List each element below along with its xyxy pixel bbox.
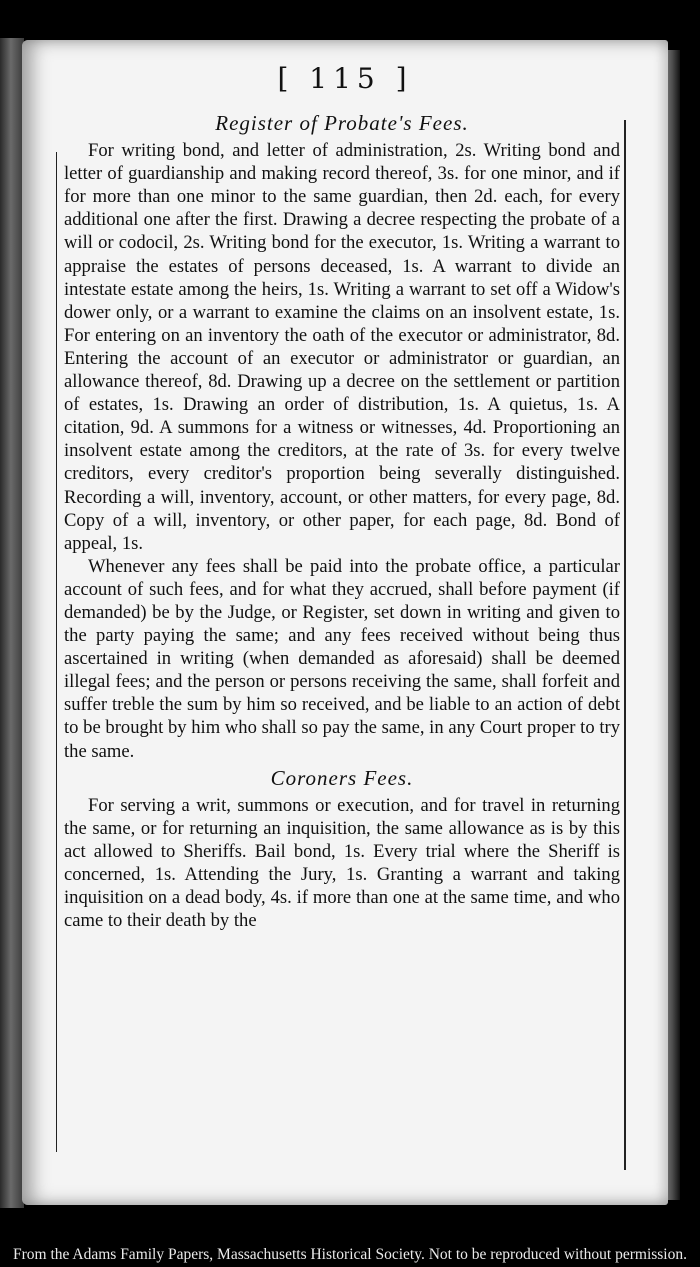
margin-rule-left bbox=[56, 152, 57, 1152]
book-spine-edge bbox=[0, 38, 24, 1208]
book-page bbox=[22, 40, 668, 1205]
probate-fees-paragraph: For writing bond, and letter of administration, 2s. Writing bond and letter of guardianship and making record thereof, 3s. for one minor, and if for more than one minor to the same guardian, then 2d. each, for every additional one after the first. Drawing a decree respecting the probate of a will or codocil, 2s. Writing bond for the executor, 1s. Writing a warrant to appraise the estates of persons deceased, 1s. A warrant to divide an intestate estate among the heirs, 1s. Writing a warrant to set off a Widow's dower only, or a warrant to examine the claims on an insolvent estate, 1s. For entering on an inventory the oath of the executor or administrator, 8d. Entering the account of an executor or administrator or guardian, an allowance thereof, 8d. Drawing up a decree on the settlement or partition of estates, 1s. Drawing an order of distribution, 1s. A quietus, 1s. A citation, 9d. A summons for a witness or witnesses, 4d. Proportioning an insolvent estate among the creditors, at the rate of 3s. for every twelve creditors, every creditor's proportion being severally distinguished. Recording a will, inventory, account, or other matters, for every page, 8d. Copy of a will, inventory, or other paper, for each page, 8d. Bond of appeal, 1s. bbox=[64, 140, 620, 554]
section-heading-probate: Register of Probate's Fees. bbox=[215, 111, 469, 135]
copyright-footer: From the Adams Family Papers, Massachusetts Historical Society. Not to be reproduced without permission. bbox=[12, 1246, 687, 1263]
page-number: [ 115 ] bbox=[277, 62, 413, 95]
page-text-block bbox=[64, 110, 620, 1180]
margin-rule-right bbox=[624, 120, 626, 1170]
probate-office-paragraph: Whenever any fees shall be paid into the probate office, a particular account of such fees, and for what they accrued, shall before payment (if demanded) be by the Judge, or Register, set down in writing and given to the party paying the same; and any fees received without being thus ascertained in writing (when demanded as aforesaid) shall be deemed illegal fees; and the person or persons receiving the same, shall forfeit and suffer treble the sum by him so received, and be liable to an action of debt to be brought by him who shall so pay the same, in any Court proper to try the same. bbox=[64, 555, 620, 762]
coroners-fees-paragraph: For serving a writ, summons or execution, and for travel in returning the same, or for returning an inquisition, the same allowance as is by this act allowed to Sheriffs. Bail bond, 1s. Every trial where the Sheriff is concerned, 1s. Attending the Jury, 1s. Granting a warrant and taking inquisition on a dead body, 4s. if more than one at the same time, and who came to their death by the bbox=[64, 794, 620, 932]
section-heading-coroners: Coroners Fees. bbox=[270, 765, 414, 790]
